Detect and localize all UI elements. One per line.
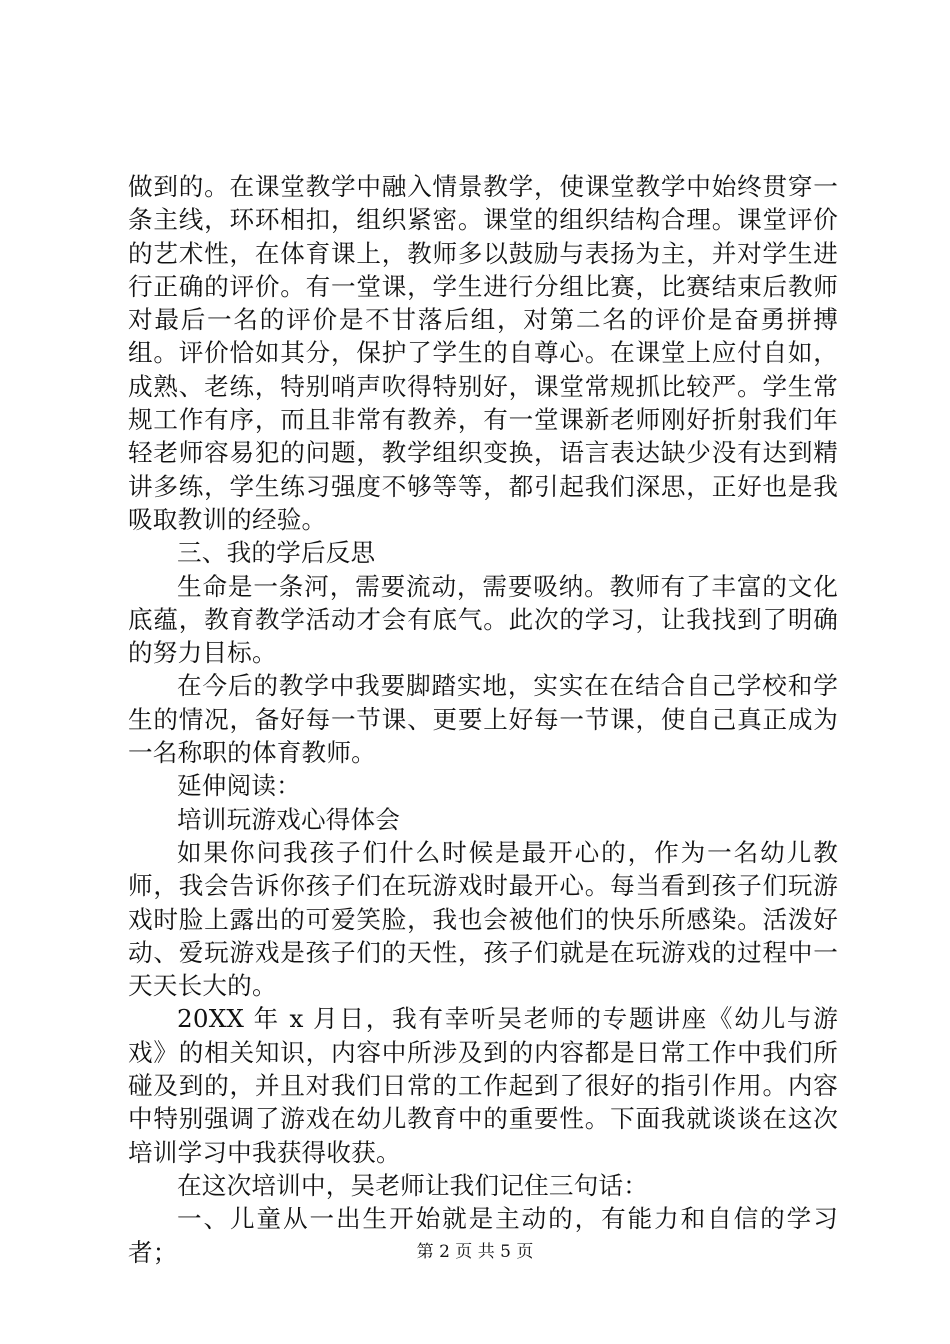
- paragraph-river-of-life: 生命是一条河，需要流动，需要吸纳。教师有了丰富的文化底蕴，教育教学活动才会有底气。此次的学习，让我找到了明确的努力目标。: [128, 571, 838, 668]
- paragraph-three-sentences: 在这次培训中，吴老师让我们记住三句话：: [177, 1170, 649, 1200]
- document-body: [128, 170, 838, 1269]
- paragraph-future-teaching: 在今后的教学中我要脚踏实地，实实在在结合自己学校和学生的情况，备好每一节课、更要上好每一节课，使自己真正成为一名称职的体育教师。: [128, 671, 838, 768]
- paragraph-children-games: 如果你问我孩子们什么时候是最开心的，作为一名幼儿教师，我会告诉你孩子们在玩游戏时最开心。每当看到孩子们玩游戏时脸上露出的可爱笑脸，我也会被他们的快乐所感染。活泼好动、爱玩游戏是孩子们的天性，孩子们就是在玩游戏的过程中一天天长大的。: [128, 837, 838, 1001]
- paragraph-classroom-observation: 做到的。在课堂教学中融入情景教学，使课堂教学中始终贯穿一条主线，环环相扣，组织紧密。课堂的组织结构合理。课堂评价的艺术性，在体育课上，教师多以鼓励与表扬为主，并对学生进行正确的评价。有一堂课，学生进行分组比赛，比赛结束后教师对最后一名的评价是不甘落后组，对第二名的评价是奋勇拼搏组。评价恰如其分，保护了学生的自尊心。在课堂上应付自如，成熟、老练，特别哨声吹得特别好，课堂常规抓比较严。学生常规工作有序，而且非常有教养，有一堂课新老师刚好折射我们年轻老师容易犯的问题，教学组织变换，语言表达缺少没有达到精讲多练，学生练习强度不够等等，都引起我们深思，正好也是我吸取教训的经验。: [128, 172, 838, 534]
- section-heading-reflection: 三、我的学后反思: [177, 538, 376, 568]
- extended-reading-title: 培训玩游戏心得体会: [177, 804, 401, 834]
- paragraph-lecture-notes: 20XX 年 x 月日，我有幸听吴老师的专题讲座《幼儿与游戏》的相关知识，内容中所涉及到的内容都是日常工作中我们所碰及到的，并且对我们日常的工作起到了很好的指引作用。内容中特别强调了游戏在幼儿教育中的重要性。下面我就谈谈在这次培训学习中我获得收获。: [128, 1004, 838, 1167]
- extended-reading-label: 延伸阅读：: [177, 771, 301, 801]
- page-footer: 第 2 页 共 5 页: [416, 1242, 534, 1262]
- paragraph-first-sentence: 一、儿童从一出生开始就是主动的，有能力和自信的学习者；: [128, 1204, 838, 1267]
